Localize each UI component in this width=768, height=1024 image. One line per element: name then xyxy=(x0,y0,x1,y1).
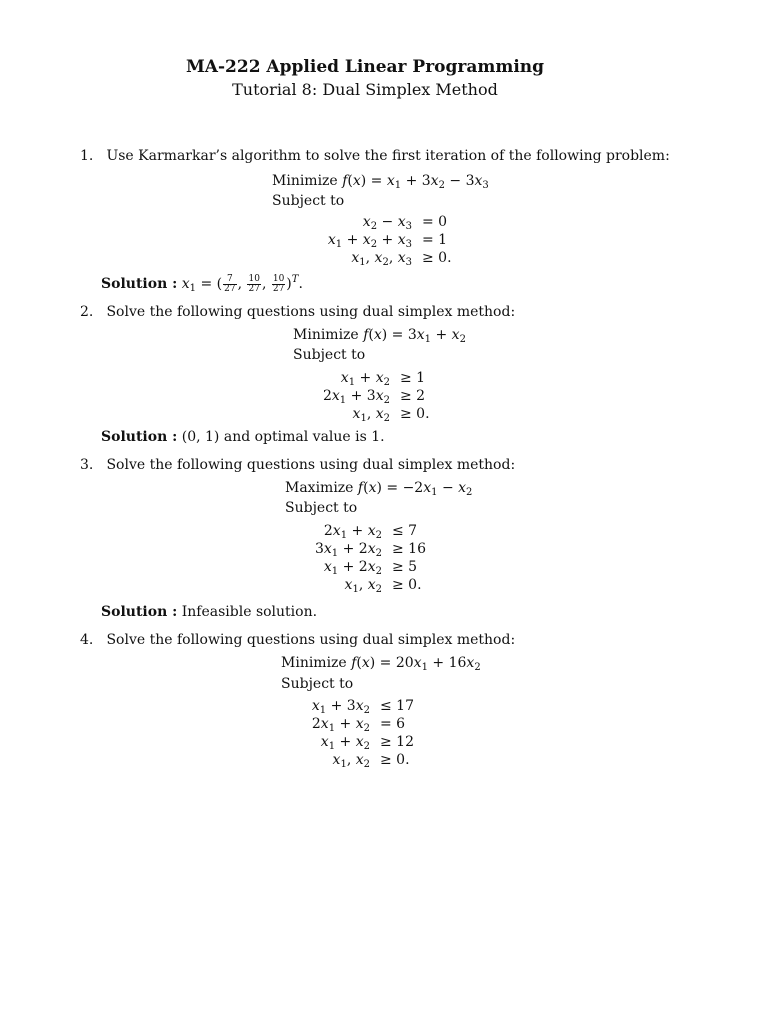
constraint-row: $x_1 + 3x_2$ ≤ 17 xyxy=(311,698,414,716)
question-1 xyxy=(80,148,670,164)
constraint-row: $x_1 + x_2$ ≥ 1 xyxy=(340,370,426,388)
constraint-row: $x_1 + x_2 + x_3$ = 1 xyxy=(327,232,448,250)
solution-1: Solution : $x_1$ = ( $\frac{7}{27}$ , $\frac{10}{27}$ , $\frac{10}{27}$ )$^T$. xyxy=(101,273,303,294)
constraint-row: $x_2 - x_3$ = 0 xyxy=(362,214,448,232)
objective-4: Minimize $f(x) = 20x_1 + 16x_2$ xyxy=(281,655,481,673)
objective-2: Minimize $f(x) = 3x_1 + x_2$ xyxy=(293,327,466,345)
fraction: $\frac{10}{27}$ xyxy=(272,273,285,294)
fraction: $\frac{10}{27}$ xyxy=(248,273,260,294)
constraint-row: $x_1$, $x_2$ ≥ 0. xyxy=(352,406,430,424)
subject-to-label: Subject to xyxy=(272,193,345,209)
constraint-row: $x_1$, $x_2$ ≥ 0. xyxy=(344,577,422,595)
fraction: $\frac{7}{27}$ xyxy=(224,273,236,294)
solution-3: Solution : Infeasible solution. xyxy=(101,604,318,620)
subject-to-label: Subject to xyxy=(293,347,366,363)
constraints-3 xyxy=(182,523,426,595)
constraints-1 xyxy=(212,214,452,268)
constraint-row: $x_1 + x_2$ ≥ 12 xyxy=(320,734,414,752)
question-text: Solve the following questions using dual simplex method: xyxy=(106,304,516,320)
question-4 xyxy=(80,632,515,648)
question-3 xyxy=(80,457,515,473)
constraint-row: $x_1 + 2x_2$ ≥ 5 xyxy=(323,559,418,577)
solution-2: Solution : (0, 1) and optimal value is 1. xyxy=(101,429,385,445)
constraints-2 xyxy=(190,370,430,424)
objective-3: Maximize $f(x) = -2x_1 - x_2$ xyxy=(285,480,473,498)
question-number: 1. xyxy=(80,148,94,164)
question-number: 2. xyxy=(80,304,94,320)
question-text: Use Karmarkar’s algorithm to solve the first iteration of the following problem: xyxy=(106,148,670,164)
question-number: 4. xyxy=(80,632,94,648)
question-text: Solve the following questions using dual simplex method: xyxy=(106,632,516,648)
document-subtitle: Tutorial 8: Dual Simplex Method xyxy=(232,80,498,99)
constraint-row: $2x_1 + x_2$ ≤ 7 xyxy=(323,523,418,541)
constraint-row: $x_1$, $x_2$ ≥ 0. xyxy=(332,752,410,770)
document-title: MA-222 Applied Linear Programming xyxy=(185,57,545,77)
constraint-row: $3x_1 + 2x_2$ ≥ 16 xyxy=(314,541,426,559)
subject-to-label: Subject to xyxy=(285,500,358,516)
constraint-row: $2x_1 + x_2$ = 6 xyxy=(311,716,406,734)
constraint-row: $x_1$, $x_2$, $x_3$ ≥ 0. xyxy=(351,250,452,268)
question-text: Solve the following questions using dual simplex method: xyxy=(106,457,516,473)
subject-to-label: Subject to xyxy=(281,676,354,692)
question-number: 3. xyxy=(80,457,94,473)
objective-1: Minimize $f(x) = x_1 + 3x_2 - 3x_3$ xyxy=(272,173,489,191)
constraints-4 xyxy=(170,698,414,770)
constraint-row: $2x_1 + 3x_2$ ≥ 2 xyxy=(322,388,426,406)
question-2 xyxy=(80,304,515,320)
